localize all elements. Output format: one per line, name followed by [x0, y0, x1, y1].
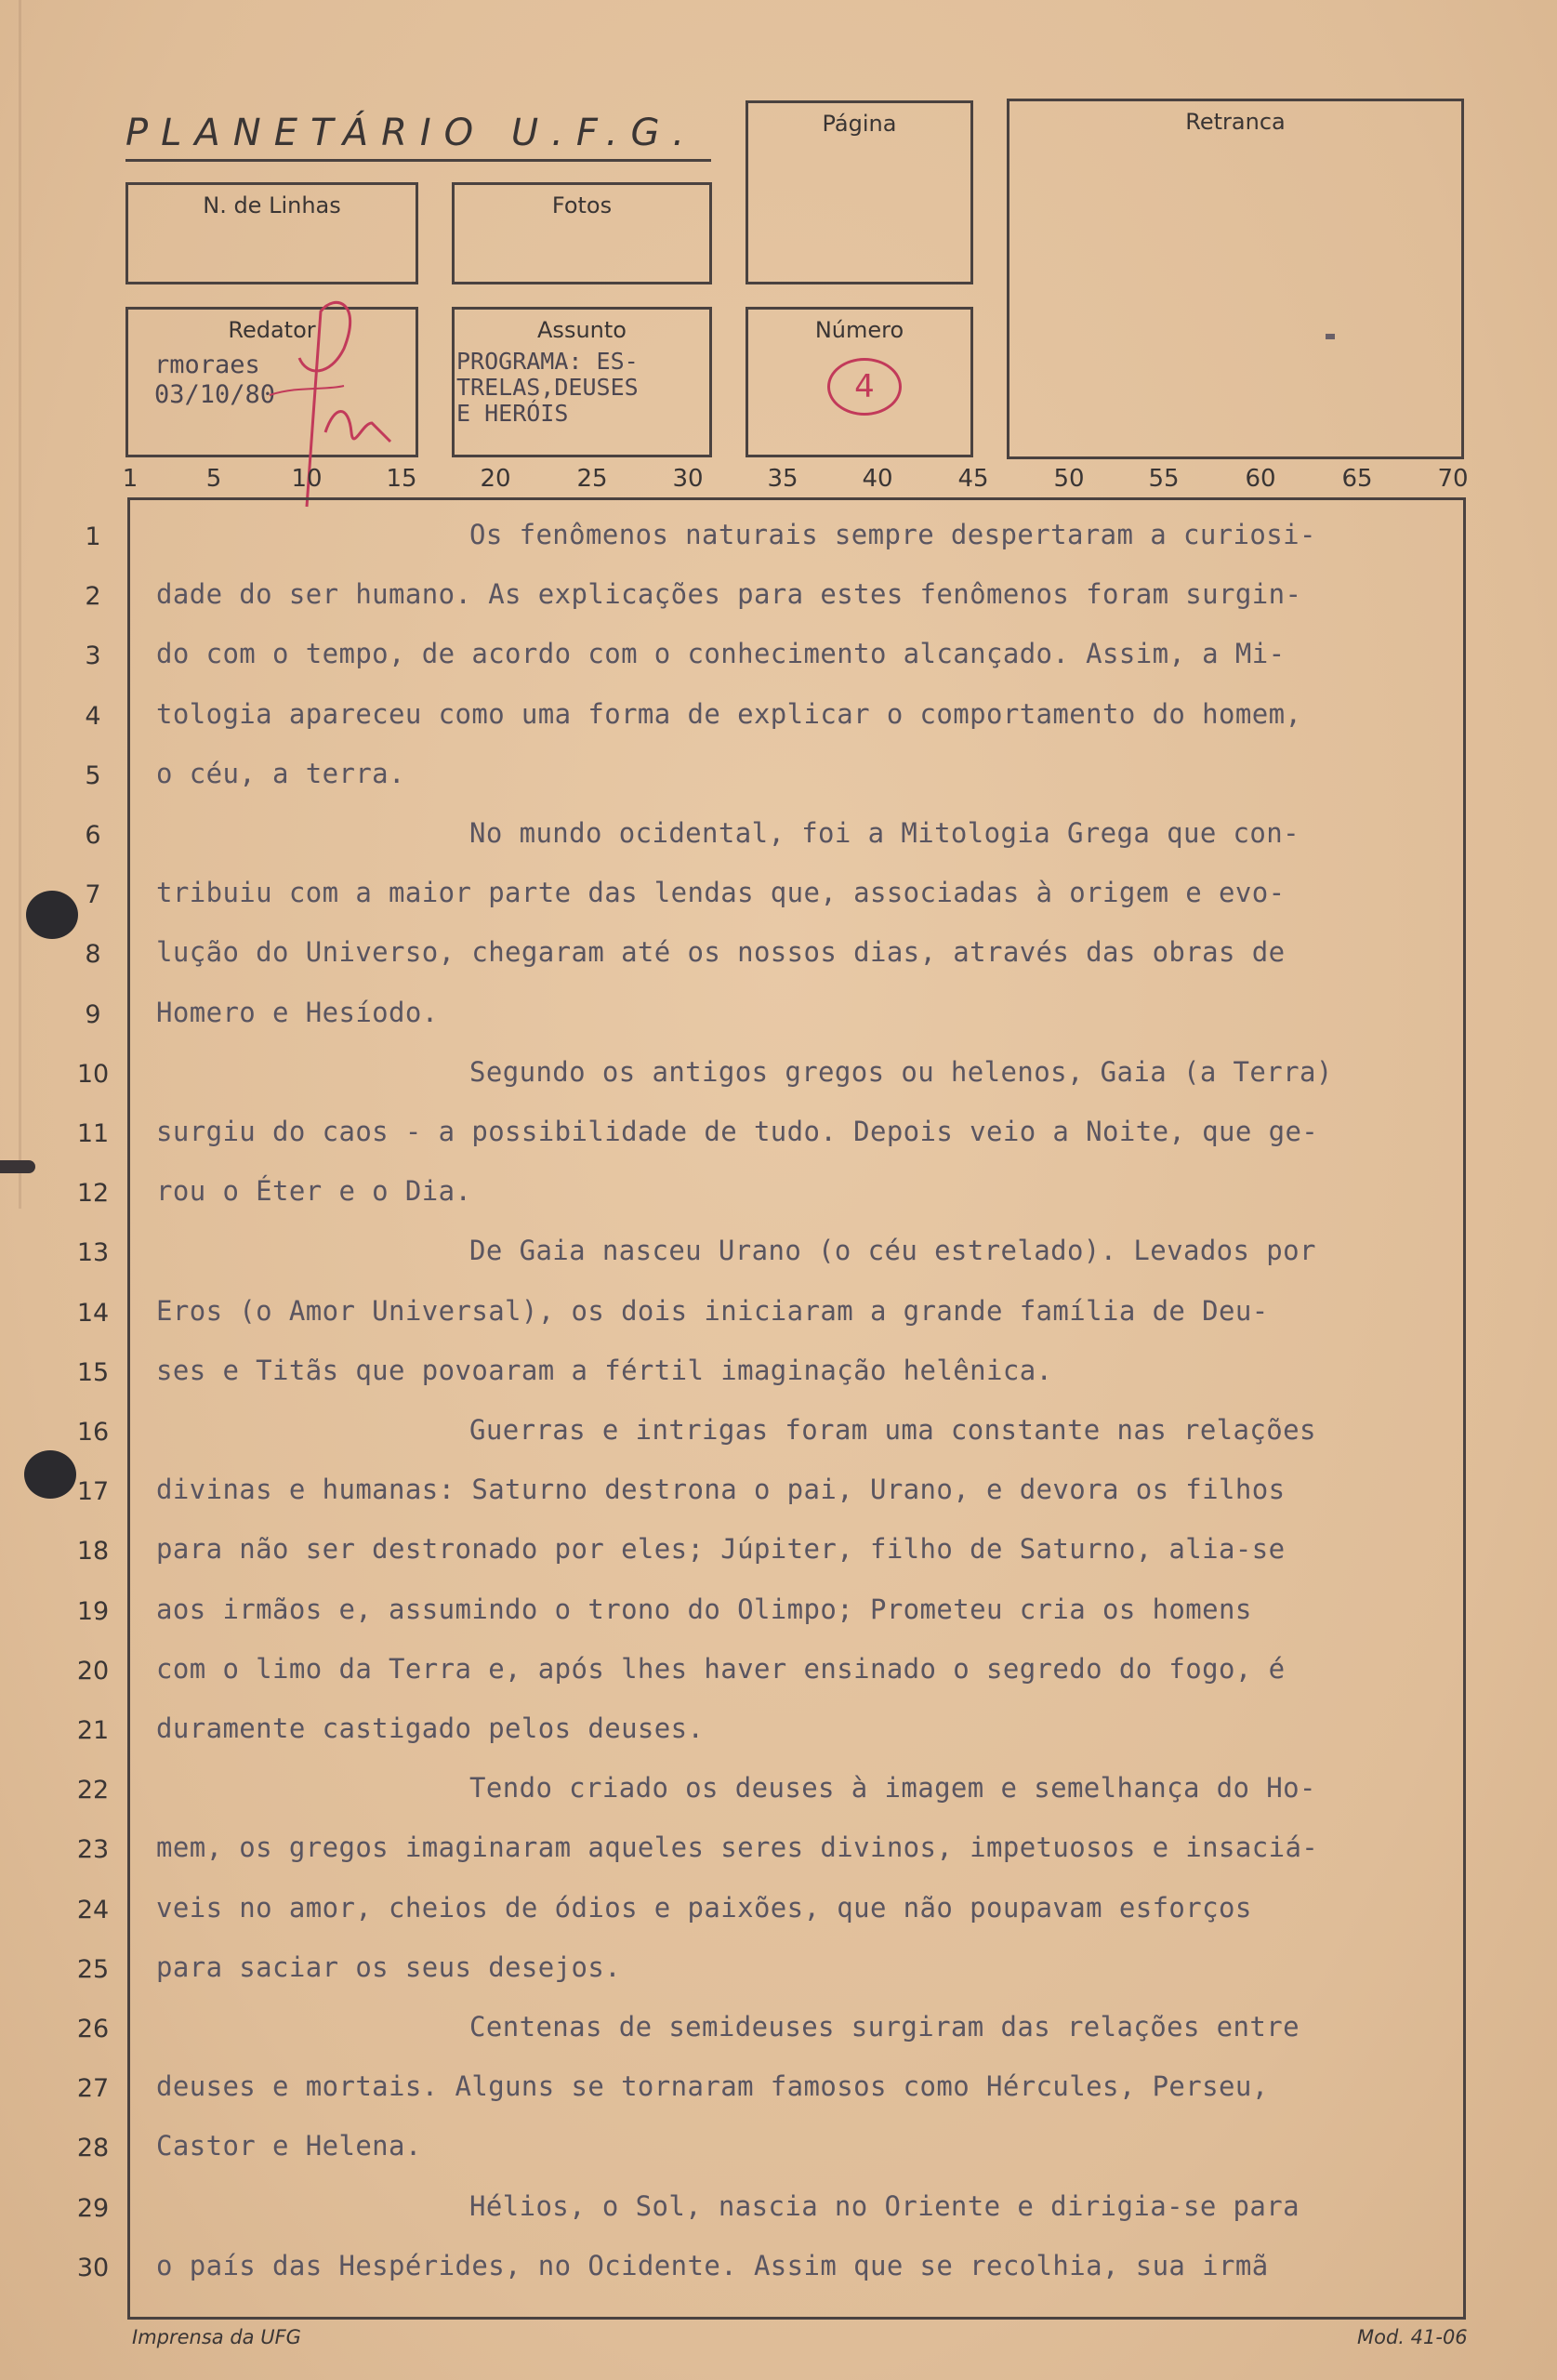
text-line: aos irmãos e, assumindo o trono do Olimpo; Prometeu cria os homens	[156, 1593, 1252, 1625]
line-number: 19	[76, 1596, 110, 1626]
text-line: com o limo da Terra e, após lhes haver ensinado o segredo do fogo, é	[156, 1652, 1286, 1685]
line-number: 8	[85, 940, 101, 970]
text-line: do com o tempo, de acordo com o conhecimento alcançado. Assim, a Mi-	[156, 638, 1286, 670]
line-number: 4	[85, 701, 101, 731]
ruler-1: 1	[122, 465, 139, 493]
assunto-box	[452, 307, 712, 457]
paper-fold	[19, 0, 21, 1209]
footer-printer: Imprensa da UFG	[132, 2326, 301, 2348]
text-line: Guerras e intrigas foram uma constante nas relações	[469, 1414, 1316, 1446]
pagina-label: Página	[822, 111, 897, 137]
line-number: 26	[76, 2015, 110, 2043]
redator-date: 03/10/80	[154, 380, 276, 409]
punch-hole-bottom	[24, 1450, 76, 1499]
line-number: 18	[76, 1537, 110, 1567]
ruler-65: 65	[1341, 465, 1373, 493]
assunto-label: Assunto	[537, 317, 627, 343]
fotos-label: Fotos	[551, 192, 613, 218]
text-line: Tendo criado os deuses à imagem e semelhança do Ho-	[469, 1772, 1316, 1805]
linhas-box	[125, 182, 418, 284]
numero-label: Número	[814, 317, 904, 343]
line-number: 25	[76, 1954, 110, 1984]
redator-name: rmoraes	[154, 350, 260, 379]
ruler-20: 20	[480, 465, 511, 493]
retranca-box	[1007, 99, 1464, 459]
text-line: veis no amor, cheios de ódios e paixões, que não poupavam esforços	[156, 1891, 1252, 1924]
line-number: 22	[76, 1776, 110, 1805]
line-number: 7	[85, 880, 101, 910]
ruler-60: 60	[1245, 465, 1276, 493]
line-number: 6	[85, 821, 101, 850]
edge-tear	[0, 1160, 35, 1173]
pagina-box	[746, 100, 973, 284]
line-number: 24	[76, 1895, 110, 1924]
assunto-line-2: TRELAS,DEUSES	[456, 374, 639, 401]
assunto-line-3: E HERÓIS	[456, 400, 569, 427]
text-line: Homero e Hesíodo.	[156, 996, 439, 1028]
ruler-15: 15	[386, 465, 417, 493]
ruler-45: 45	[957, 465, 989, 493]
footer-model: Mod. 41-06	[1357, 2326, 1468, 2348]
ruler-70: 70	[1437, 465, 1469, 493]
text-line: divinas e humanas: Saturno destrona o pai, Urano, e devora os filhos	[156, 1474, 1286, 1506]
text-line: ses e Titãs que povoaram a fértil imaginação helênica.	[156, 1354, 1053, 1386]
line-number: 9	[85, 999, 101, 1029]
text-line: tologia apareceu como uma forma de explicar o comportamento do homem,	[156, 697, 1302, 730]
ruler-10: 10	[291, 465, 323, 493]
ruler-40: 40	[862, 465, 893, 493]
text-line: rou o Éter e o Dia.	[156, 1175, 472, 1208]
line-number: 14	[76, 1298, 110, 1328]
retranca-mark	[1326, 334, 1335, 339]
line-number: 11	[76, 1119, 110, 1148]
text-line: deuses e mortais. Alguns se tornaram famosos como Hércules, Perseu,	[156, 2070, 1269, 2103]
line-number: 29	[76, 2193, 110, 2223]
line-number: 30	[76, 2253, 110, 2282]
text-line: duramente castigado pelos deuses.	[156, 1712, 705, 1744]
line-number: 21	[76, 1716, 110, 1745]
ruler-35: 35	[767, 465, 798, 493]
ruler-55: 55	[1148, 465, 1180, 493]
line-number: 2	[85, 582, 101, 612]
text-line: o céu, a terra.	[156, 757, 405, 789]
form-title: PLANETÁRIO U.F.G.	[125, 107, 711, 162]
text-line: o país das Hespérides, no Ocidente. Assim que se recolhia, sua irmã	[156, 2249, 1269, 2281]
line-number: 16	[76, 1418, 110, 1447]
text-line: No mundo ocidental, foi a Mitologia Grega que con-	[469, 817, 1300, 849]
text-line: para saciar os seus desejos.	[156, 1950, 622, 1983]
line-number: 1	[85, 522, 101, 551]
linhas-label: N. de Linhas	[203, 192, 341, 218]
text-line: De Gaia nasceu Urano (o céu estrelado). Levados por	[469, 1235, 1316, 1267]
line-number: 17	[76, 1477, 110, 1507]
fotos-box	[452, 182, 712, 284]
text-line: mem, os gregos imaginaram aqueles seres divinos, impetuosos e insaciá-	[156, 1831, 1319, 1864]
ruler-5: 5	[205, 465, 222, 493]
line-number: 12	[76, 1179, 110, 1209]
line-number: 15	[76, 1357, 110, 1387]
text-line: para não ser destronado por eles; Júpiter, filho de Saturno, alia-se	[156, 1533, 1286, 1566]
line-number: 10	[76, 1059, 110, 1089]
text-line: Eros (o Amor Universal), os dois iniciaram a grande família de Deu-	[156, 1294, 1269, 1327]
line-number: 3	[85, 641, 101, 671]
numero-value: 4	[854, 368, 875, 405]
text-line: Centenas de semideuses surgiram das relações entre	[469, 2011, 1300, 2043]
text-line: Hélios, o Sol, nascia no Oriente e dirigia-se para	[469, 2189, 1300, 2222]
text-line: Os fenômenos naturais sempre despertaram a curiosi-	[469, 519, 1316, 550]
ruler-30: 30	[672, 465, 704, 493]
text-line: dade do ser humano. As explicações para estes fenômenos foram surgin-	[156, 578, 1302, 611]
line-number: 27	[76, 2074, 110, 2104]
column-ruler	[0, 465, 1557, 498]
ruler-25: 25	[576, 465, 608, 493]
line-number: 5	[85, 760, 101, 790]
text-line: Segundo os antigos gregos ou helenos, Gaia (a Terra)	[469, 1055, 1333, 1088]
text-line: tribuiu com a maior parte das lendas que, associadas à origem e evo-	[156, 877, 1286, 909]
text-line: surgiu do caos - a possibilidade de tudo. Depois veio a Noite, que ge-	[156, 1116, 1319, 1147]
line-number: 20	[76, 1656, 110, 1686]
assunto-line-1: PROGRAMA: ES-	[456, 348, 639, 375]
line-number: 28	[76, 2134, 110, 2163]
retranca-label: Retranca	[1185, 109, 1286, 135]
text-line: Castor e Helena.	[156, 2130, 422, 2162]
ruler-50: 50	[1053, 465, 1085, 493]
text-line: lução do Universo, chegaram até os nossos dias, através das obras de	[156, 936, 1286, 969]
line-number: 13	[76, 1238, 110, 1268]
redator-label: Redator	[228, 317, 316, 343]
numero-circled-value	[827, 358, 902, 416]
line-number: 23	[76, 1835, 110, 1865]
punch-hole-top	[26, 891, 78, 939]
